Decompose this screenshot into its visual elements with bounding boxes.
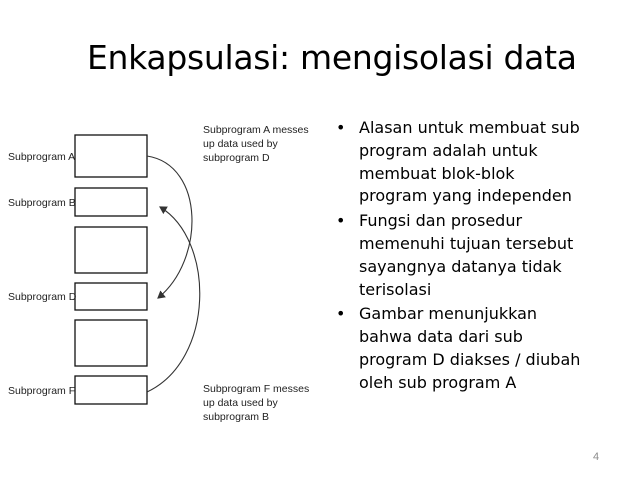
note-a-line-2: up data used by xyxy=(203,138,278,150)
note-f-line-3: subprogram B xyxy=(203,411,269,423)
bullet-line: program yang independen xyxy=(359,186,572,206)
bullet-list xyxy=(333,117,623,397)
bullet-line: terisolasi xyxy=(359,279,432,299)
bullet-dot: • xyxy=(336,211,346,231)
bullet-line: Fungsi dan prosedur xyxy=(359,211,523,231)
bullet-dot: • xyxy=(336,304,346,324)
box-subprogram-c xyxy=(75,227,147,273)
bullet-line: sayangnya datanya tidak xyxy=(359,256,562,276)
page-number: 4 xyxy=(593,451,600,463)
box-subprogram-e xyxy=(75,320,147,366)
bullet-item xyxy=(333,210,623,301)
arrow-f-to-b xyxy=(147,207,200,392)
bullet-line: memenuhi tujuan tersebut xyxy=(359,233,574,253)
bullet-item xyxy=(333,117,623,208)
slide-title: Enkapsulasi: mengisolasi data xyxy=(87,38,577,77)
box-subprogram-b xyxy=(75,188,147,216)
bullet-line: bahwa data dari sub xyxy=(359,327,523,347)
bullet-line: oleh sub program A xyxy=(359,372,517,392)
bullet-line: Gambar menunjukkan xyxy=(359,304,538,324)
bullet-line: program adalah untuk xyxy=(359,140,538,160)
note-f-line-2: up data used by xyxy=(203,397,278,409)
box-subprogram-d xyxy=(75,283,147,310)
label-subprogram-b: Subprogram B xyxy=(8,197,76,209)
arrow-a-to-d xyxy=(147,156,192,298)
note-f-line-1: Subprogram F messes xyxy=(203,383,310,395)
label-subprogram-d: Subprogram D xyxy=(8,291,77,303)
note-a-line-1: Subprogram A messes xyxy=(203,124,309,136)
bullet-line: Alasan untuk membuat sub xyxy=(359,118,580,137)
box-subprogram-a xyxy=(75,135,147,177)
label-subprogram-a: Subprogram A xyxy=(8,151,76,163)
box-subprogram-f xyxy=(75,376,147,404)
bullet-dot: • xyxy=(336,118,346,137)
label-subprogram-f: Subprogram F xyxy=(8,385,76,397)
bullet-line: program D diakses / diubah xyxy=(359,349,581,369)
bullet-item xyxy=(333,303,623,394)
bullet-line: membuat blok-blok xyxy=(359,163,515,183)
note-a-line-3: subprogram D xyxy=(203,152,270,164)
